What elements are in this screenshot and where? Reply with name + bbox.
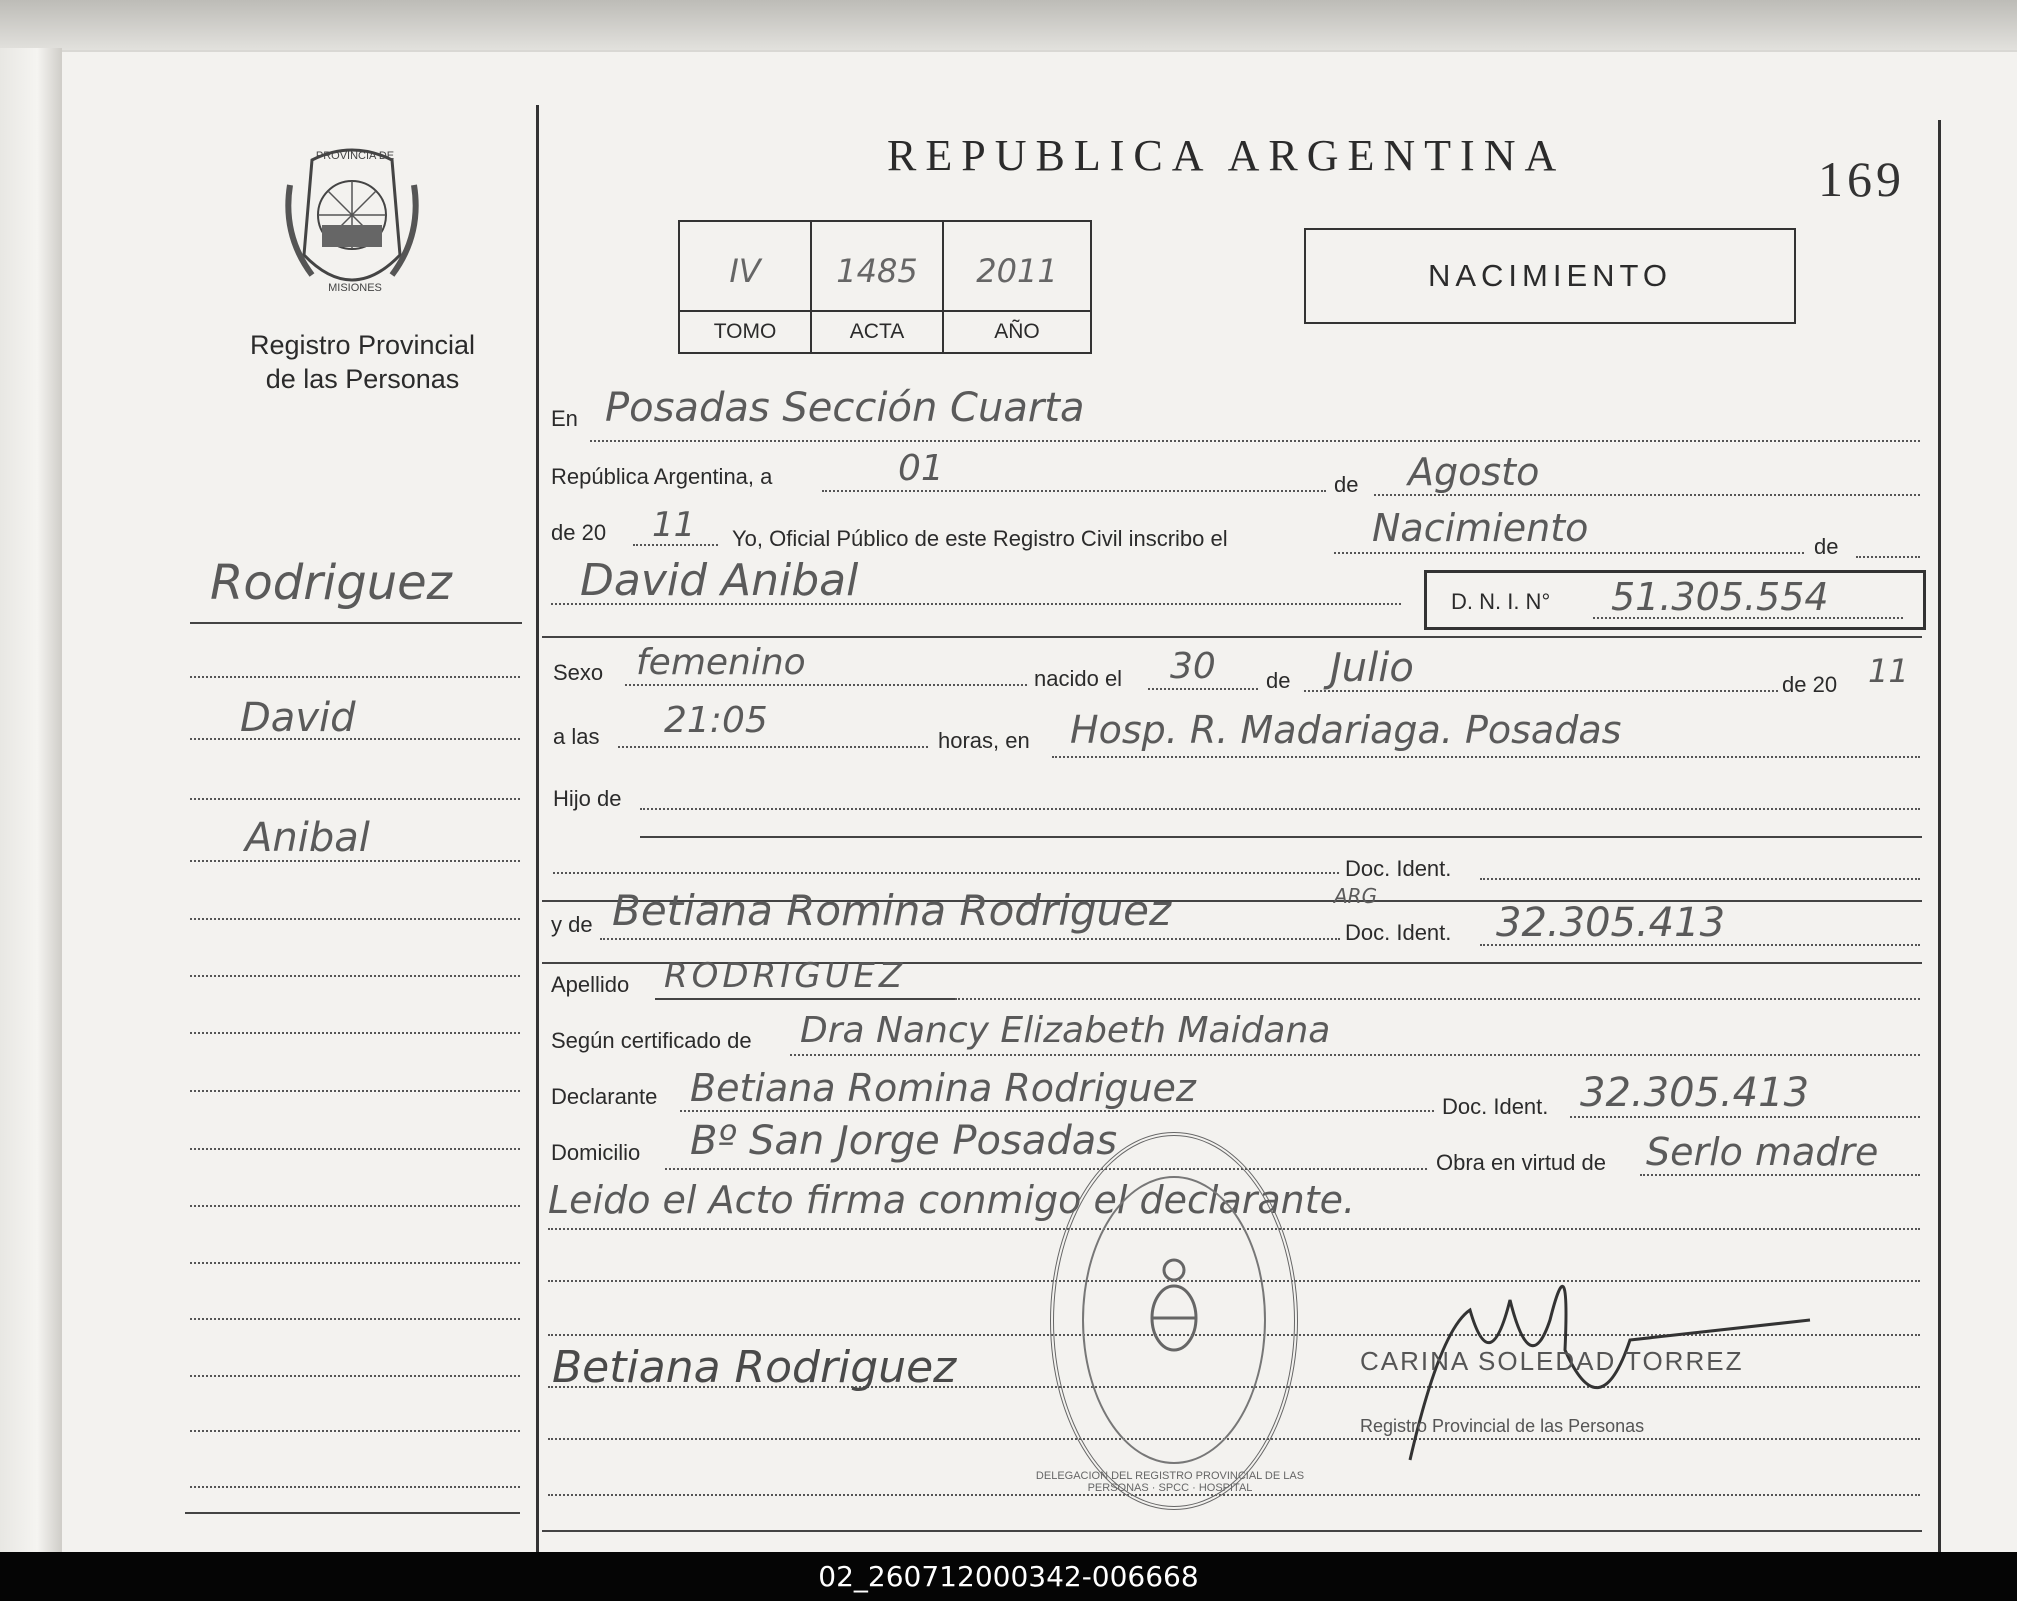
child-name: David Anibal (580, 555, 859, 606)
field-line (955, 998, 1920, 1000)
father-doc-label: Doc. Ident. (1345, 856, 1452, 881)
registry-name-line1: Registro Provincial (249, 330, 476, 360)
domicilio-value: Bº San Jorge Posadas (690, 1118, 1118, 1164)
obra-value: Serlo madre (1646, 1130, 1879, 1174)
hijo-label: Hijo de (553, 786, 622, 811)
section-rule (640, 836, 1922, 838)
official-seal (1050, 1132, 1298, 1510)
tomo-label: TOMO (680, 310, 810, 352)
field-line (822, 490, 1326, 492)
mother-name: Betiana Romina Rodriguez (612, 886, 1172, 935)
sexo-value: femenino (636, 642, 806, 683)
certificado-label: Según certificado de (551, 1028, 752, 1053)
field-line (625, 684, 1027, 686)
field-line (790, 1054, 1920, 1056)
registry-emblem (282, 145, 422, 305)
acta-label: ACTA (812, 310, 942, 352)
margin-line (190, 1486, 520, 1488)
seal-text: DELEGACION DEL REGISTRO PROVINCIAL DE LAS PERSONAS · SPCC · HOSPITAL (1035, 1470, 1305, 1494)
de-label-2: de (1814, 534, 1839, 559)
margin-line (190, 1032, 520, 1034)
field-line (1334, 552, 1804, 554)
section-rule (542, 636, 1922, 638)
alas-label: a las (553, 724, 600, 749)
field-line (548, 1494, 1920, 1496)
birth-month: Julio (1330, 645, 1414, 691)
section-rule (542, 1530, 1922, 1532)
page-number: 169 (1818, 151, 1905, 207)
margin-line (190, 860, 520, 862)
field-line (640, 808, 1920, 810)
field-line (600, 938, 1340, 940)
inscribo-label: Yo, Oficial Público de este Registro Civil inscribo el (732, 526, 1228, 551)
book-spine (0, 48, 62, 1552)
acta-value: 1485 (836, 252, 918, 290)
margin-line (190, 1090, 520, 1092)
margin-line (190, 1318, 520, 1320)
margin-second-name: Anibal (245, 815, 370, 861)
field-line (553, 872, 1339, 874)
page-top-shadow (0, 0, 2017, 50)
field-line (1148, 688, 1258, 690)
apellido-value: RODRIGUEZ (664, 956, 907, 996)
declarant-signature: Betiana Rodriguez (552, 1342, 957, 1393)
file-id: 02_260712000342-006668 (818, 1560, 1199, 1593)
tomo-value: IV (729, 252, 761, 290)
margin-line (190, 1148, 520, 1150)
record-number-box (678, 220, 1092, 354)
en-value: Posadas Sección Cuarta (605, 385, 1085, 431)
margin-line (190, 1430, 520, 1432)
hour-value: 21:05 (664, 700, 768, 741)
margin-line (185, 1512, 520, 1514)
field-line (1304, 690, 1778, 692)
margin-line (190, 622, 522, 624)
mother-doc-label: Doc. Ident. (1345, 920, 1452, 945)
declarante-doc: 32.305.413 (1580, 1070, 1810, 1116)
field-line (590, 440, 1920, 442)
declarante-doc-label: Doc. Ident. (1442, 1094, 1549, 1119)
inscribo-value: Nacimiento (1372, 506, 1589, 550)
day-value: 01 (898, 448, 944, 489)
dni-value: 51.305.554 (1611, 575, 1829, 619)
right-border (1938, 120, 1941, 1552)
nacido-label: nacido el (1034, 666, 1123, 691)
apellido-label: Apellido (551, 972, 630, 997)
birth-year-prefix: de 20 (1782, 672, 1838, 697)
field-line (1480, 878, 1920, 880)
place-value: Hosp. R. Madariaga. Posadas (1070, 708, 1622, 752)
field-line (1052, 756, 1920, 758)
year-prefix-label: de 20 (551, 520, 607, 545)
certificado-value: Dra Nancy Elizabeth Maidana (800, 1010, 1331, 1051)
margin-line (190, 798, 520, 800)
field-line (1856, 556, 1920, 558)
acta-cell (812, 222, 944, 352)
field-line (680, 1110, 1434, 1112)
margin-line (190, 1262, 520, 1264)
yde-label: y de (551, 912, 593, 937)
field-line (551, 603, 1401, 605)
registry-name-line2: de las Personas (265, 364, 460, 394)
tomo-cell (680, 222, 812, 352)
dni-label: D. N. I. N° (1451, 589, 1551, 614)
horas-label: horas, en (938, 728, 1030, 753)
sexo-label: Sexo (553, 660, 604, 685)
margin-line (190, 918, 520, 920)
officer-role: Registro Provincial de las Personas (1360, 1416, 1645, 1436)
margin-line (190, 738, 520, 740)
mother-doc: 32.305.413 (1496, 900, 1726, 946)
birth-year: 11 (1868, 652, 1909, 690)
en-label: En (551, 406, 578, 431)
month-value: Agosto (1408, 450, 1540, 494)
closing-note: Leido el Acto firma conmigo el declarante. (548, 1178, 1356, 1222)
field-line (1374, 494, 1920, 496)
anio-label: AÑO (944, 310, 1090, 352)
field-line (1570, 1116, 1920, 1118)
country-title: REPUBLICA ARGENTINA (887, 131, 1566, 180)
margin-line (190, 1205, 520, 1207)
officer-name: CARINA SOLEDAD TORREZ (1360, 1346, 1744, 1376)
act-type-box: NACIMIENTO (1304, 228, 1796, 324)
field-line (633, 544, 718, 546)
domicilio-label: Domicilio (551, 1140, 641, 1165)
dni-box (1424, 570, 1926, 630)
declarante-label: Declarante (551, 1084, 658, 1109)
de-label: de (1334, 472, 1359, 497)
field-line (1593, 617, 1903, 619)
birth-day: 30 (1170, 646, 1216, 687)
year-value: 11 (652, 505, 696, 545)
field-line (1480, 944, 1920, 946)
margin-first-name: David (240, 695, 356, 741)
emblem-top-text: PROVINCIA DE (315, 150, 395, 162)
declarante-value: Betiana Romina Rodriguez (690, 1066, 1196, 1110)
anio-cell (944, 222, 1090, 352)
mother-doc-prefix: ARG (1334, 884, 1378, 908)
republica-label: República Argentina, a (551, 464, 773, 489)
field-line (655, 998, 955, 1000)
file-id-bar (0, 1552, 2017, 1601)
margin-line (190, 1375, 520, 1377)
de-label-3: de (1266, 668, 1291, 693)
anio-value: 2011 (976, 252, 1058, 290)
field-line (1640, 1174, 1920, 1176)
margin-surname: Rodriguez (210, 555, 452, 611)
field-line (618, 746, 928, 748)
emblem-bottom-text: MISIONES (328, 282, 382, 294)
margin-line (190, 676, 520, 678)
margin-divider (536, 105, 539, 1552)
obra-label: Obra en virtud de (1436, 1150, 1606, 1175)
coat-of-arms-icon (1142, 1256, 1206, 1366)
field-line (665, 1168, 1427, 1170)
margin-line (190, 975, 520, 977)
